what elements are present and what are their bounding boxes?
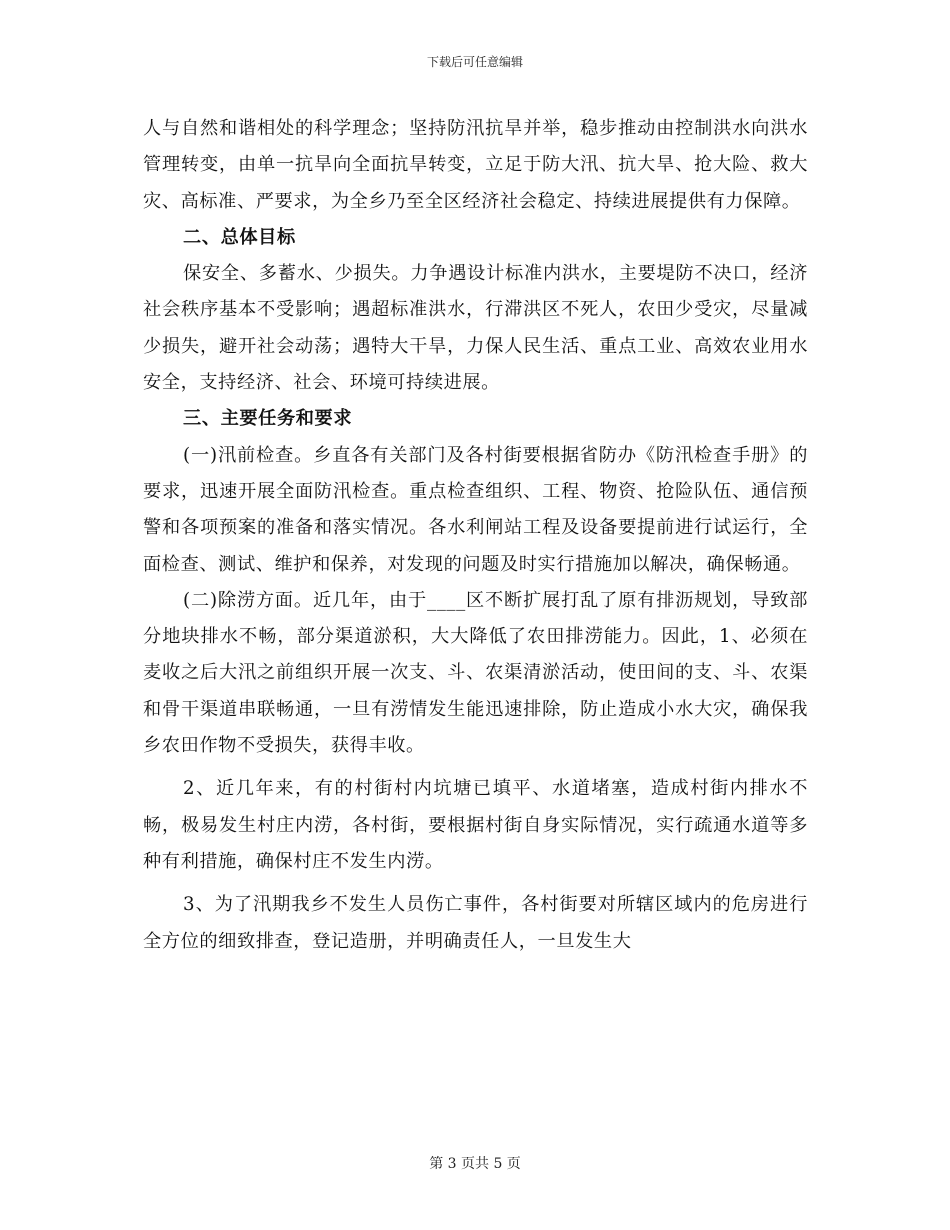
paragraph-drainage: (二)除涝方面。近几年，由于____区不断扩展打乱了原有排沥规划，导致部分地块排水不畅，部分渠道淤积，大大降低了农田排涝能力。因此，1、必须在麦收之后大汛之前组织开展一次支、斗、农渠清淤活动，使田间的支、斗、农渠和骨干渠道串联畅通，一旦有涝情发生能迅速排除，防止造成小水大灾，确保我乡农田作物不受损失，获得丰收。: [143, 589, 808, 757]
page-footer: 第 3 页共 5 页: [429, 1156, 521, 1172]
paragraph-overall-goals: 保安全、多蓄水、少损失。力争遇设计标准内洪水，主要堤防不决口，经济社会秩序基本不受影响；遇超标准洪水，行滞洪区不死人，农田少受灾，尽量减少损失，避开社会动荡；遇特大干旱，力保人民生活、重点工业、高效农业用水安全，支持经济、社会、环境可持续进展。: [143, 263, 808, 394]
page-header: 下载后可任意编辑: [426, 55, 523, 69]
paragraph-village-drainage: 2、近几年来，有的村街村内坑塘已填平、水道堵塞，造成村街内排水不畅，极易发生村庄内涝，各村街，要根据村街自身实际情况，实行疏通水道等多种有利措施，确保村庄不发生内涝。: [143, 778, 808, 872]
document-body: [143, 111, 808, 960]
section-heading-main-tasks: 三、主要任务和要求: [183, 408, 353, 430]
section-heading-overall-goals: 二、总体目标: [183, 226, 296, 248]
paragraph-principles: 人与自然和谐相处的科学理念；坚持防汛抗旱并举，稳步推动由控制洪水向洪水管理转变，由单一抗旱向全面抗旱转变，立足于防大汛、抗大旱、抢大险、救大灾、高标准、严要求，为全乡乃至全区经济社会稳定、持续进展提供有力保障。: [143, 118, 808, 212]
paragraph-pre-flood-inspection: (一)汛前检查。乡直各有关部门及各村街要根据省防办《防汛检查手册》的要求，迅速开展全面防汛检查。重点检查组织、工程、物资、抢险队伍、通信预警和各项预案的准备和落实情况。各水利闸站工程及设备要提前进行试运行，全面检查、测试、维护和保养，对发现的问题及时实行措施加以解决，确保畅通。: [143, 444, 808, 575]
paragraph-dangerous-houses: 3、为了汛期我乡不发生人员伤亡事件，各村街要对所辖区域内的危房进行全方位的细致排查，登记造册，并明确责任人，一旦发生大: [143, 894, 808, 952]
